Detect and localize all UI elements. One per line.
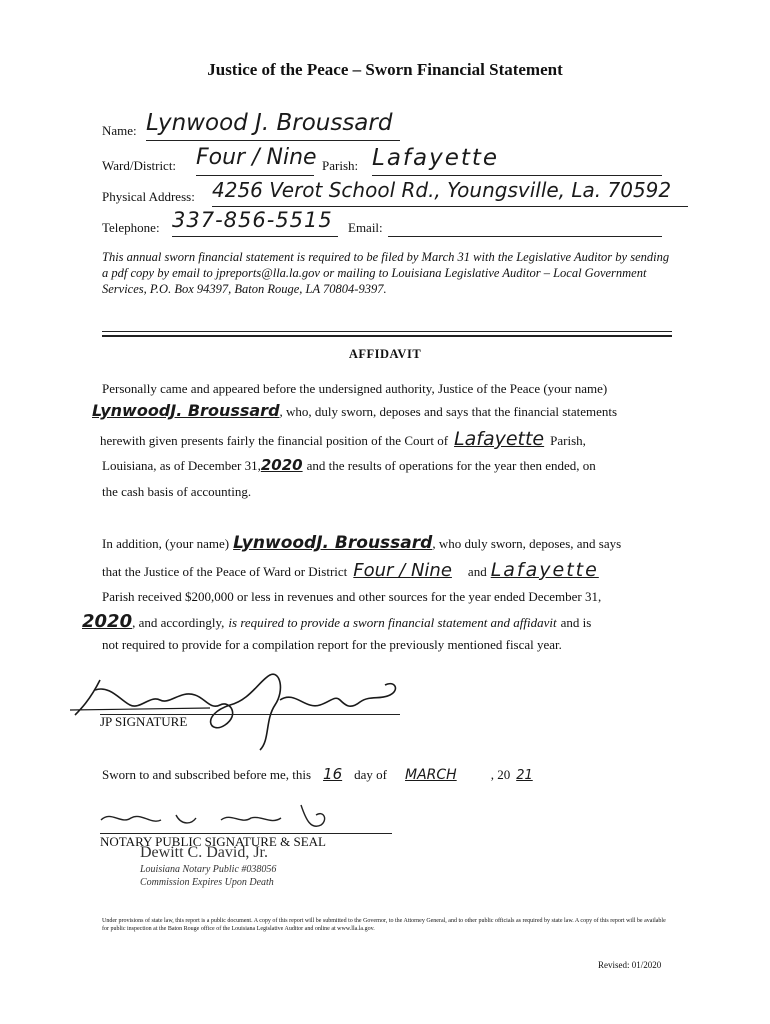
sworn-year-prefix: , 20 — [490, 767, 511, 782]
affidavit-p2-line4 — [82, 611, 591, 632]
sworn-month[interactable]: MARCH — [405, 767, 457, 783]
notary-label: NOTARY PUBLIC SIGNATURE & SEAL — [100, 834, 326, 849]
affidavit-p2-year[interactable]: 2020 — [82, 611, 133, 632]
notary-stamp-line3: Commission Expires Upon Death — [140, 877, 274, 888]
telephone-line — [172, 236, 338, 237]
affidavit-p1-parish[interactable]: Lafayette — [454, 428, 545, 450]
affidavit-p2-and: and — [467, 564, 487, 579]
section-divider — [102, 331, 672, 337]
name-label: Name: — [102, 123, 137, 138]
affidavit-p2-line2-text: that the Justice of the Peace of Ward or District — [102, 564, 348, 579]
affidavit-heading: AFFIDAVIT — [348, 347, 422, 361]
revised-date: Revised: 01/2020 — [598, 960, 662, 970]
ward-district-value[interactable]: Four / Nine — [196, 145, 317, 170]
address-line — [212, 206, 688, 207]
affidavit-p2-line1-end: , who duly sworn, deposes, and says — [432, 536, 622, 551]
affidavit-p2-name[interactable]: LynwoodJ. Broussard — [233, 533, 433, 553]
sworn-day-of: day of — [354, 767, 387, 782]
parish-value[interactable]: Lafayette — [372, 145, 500, 171]
page-title: Justice of the Peace – Sworn Financial Statement — [207, 60, 563, 79]
filing-notice: This annual sworn financial statement is required to be filed by March 31 with the Legislative Auditor by sending a pdf copy by email to jpreports@lla.la.gov or mailing to Louisiana Legislative Auditor – Local Government Services, P.O. Box 94397, Baton Rouge, LA 70804-9397. — [102, 250, 670, 296]
sworn-line — [102, 765, 547, 784]
sworn-day[interactable]: 16 — [323, 765, 343, 783]
affidavit-p2-line1-text: In addition, (your name) — [102, 536, 230, 551]
sworn-text: Sworn to and subscribed before me, this — [102, 767, 312, 782]
affidavit-p2-line4-c: and is — [560, 615, 592, 630]
affidavit-p2-parish[interactable]: Lafayette — [490, 559, 599, 581]
telephone-value[interactable]: 337-856-5515 — [172, 208, 333, 232]
affidavit-p2-line4-a: , and accordingly, — [132, 615, 225, 630]
affidavit-p1-line3-text: herewith given presents fairly the financial position of the Court of — [100, 433, 449, 448]
jp-signature-scribble — [70, 660, 410, 755]
name-value[interactable]: Lynwood J. Broussard — [146, 110, 393, 136]
sworn-year-suffix[interactable]: 21 — [516, 768, 533, 783]
affidavit-p1-name[interactable]: LynwoodJ. Broussard — [92, 401, 280, 420]
parish-label: Parish: — [322, 158, 359, 173]
affidavit-p2-line3: Parish received $200,000 or less in revenues and other sources for the year ended December 31, — [102, 589, 602, 604]
affidavit-p1-line2-text: , who, duly sworn, deposes and says that the financial statements — [279, 404, 618, 419]
affidavit-p2-line4-b: is required to provide a sworn financial statement and affidavit — [228, 615, 557, 630]
affidavit-p1-line4-end: and the results of operations for the year then ended, on — [306, 458, 596, 473]
affidavit-p1-line1: Personally came and appeared before the undersigned authority, Justice of the Peace (your name) — [102, 381, 608, 396]
notary-stamp-name: Dewitt C. David, Jr. — [140, 844, 268, 861]
ward-district-label: Ward/District: — [102, 158, 177, 173]
affidavit-p2-line5: not required to provide for a compilation report for the previously mentioned fiscal year. — [102, 637, 562, 652]
affidavit-p1-year[interactable]: 2020 — [260, 456, 303, 474]
affidavit-p1-line4-text: Louisiana, as of December 31, — [102, 458, 261, 473]
parish-line — [372, 175, 662, 176]
email-label: Email: — [348, 220, 383, 235]
affidavit-p2-line1 — [102, 533, 621, 553]
notary-stamp-line2: Louisiana Notary Public #038056 — [140, 864, 277, 875]
affidavit-p1-line4 — [102, 456, 596, 475]
address-label: Physical Address: — [102, 189, 195, 204]
telephone-label: Telephone: — [102, 220, 160, 235]
ward-line — [196, 175, 314, 176]
affidavit-p1-line2 — [92, 401, 617, 421]
email-line — [388, 236, 662, 237]
affidavit-p1-line5: the cash basis of accounting. — [102, 484, 252, 499]
affidavit-p1-line3-end: Parish, — [550, 433, 586, 448]
name-line — [146, 140, 400, 141]
jp-signature-label: JP SIGNATURE — [100, 714, 188, 729]
affidavit-p2-line2 — [102, 559, 599, 581]
footer-notice: Under provisions of state law, this report is a public document. A copy of this report will be submitted to the Governor, to the Attorney General, and to other public officials as required by state law. A copy of this report will be available for public inspection at the Baton Rouge office of the Louisiana Legislative Auditor and online at www.lla.la.gov. — [102, 918, 666, 932]
affidavit-p1-line3 — [100, 428, 586, 450]
address-value[interactable]: 4256 Verot School Rd., Youngsville, La. 70592 — [212, 178, 672, 202]
affidavit-p2-ward[interactable]: Four / Nine — [353, 560, 452, 581]
